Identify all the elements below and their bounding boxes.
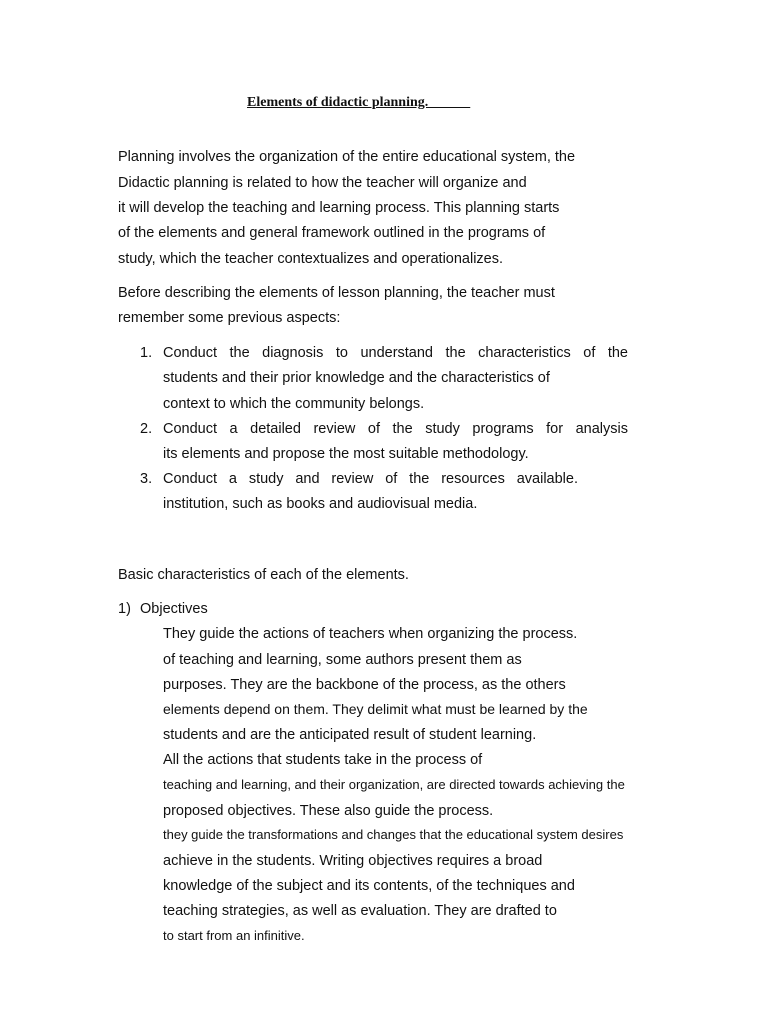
document-title: Elements of didactic planning.: [247, 95, 471, 110]
aspect-line: Conduct a study and review of the resources available.: [163, 471, 578, 487]
aspect-line: its elements and propose the most suitable methodology.: [163, 446, 529, 462]
objective-line: they guide the transformations and changes that the educational system desires: [163, 827, 624, 842]
objective-line: All the actions that students take in the process of: [163, 752, 483, 768]
intro-line: study, which the teacher contextualizes and operationalizes.: [118, 251, 504, 267]
aspect-line: Conduct the diagnosis to understand the characteristics of the: [163, 345, 628, 361]
objective-heading: Objectives: [140, 601, 208, 617]
objective-line: proposed objectives. These also guide the process.: [163, 803, 494, 819]
aspect-line: institution, such as books and audiovisual media.: [163, 496, 478, 512]
objective-line: knowledge of the subject and its contents, of the techniques and: [163, 878, 575, 894]
objective-line: elements depend on them. They delimit what must be learned by the: [163, 701, 588, 717]
aspect-line: Conduct a detailed review of the study programs for analysis: [163, 421, 628, 437]
before-line: remember some previous aspects:: [118, 310, 341, 326]
aspect-line: context to which the community belongs.: [163, 396, 425, 412]
section-heading: Basic characteristics of each of the elements.: [118, 567, 409, 583]
aspect-number: 2.: [140, 421, 153, 437]
objective-line: teaching and learning, and their organization, are directed towards achieving the: [163, 777, 625, 792]
objective-line: purposes. They are the backbone of the process, as the others: [163, 677, 566, 693]
aspect-line: students and their prior knowledge and the characteristics of: [163, 370, 550, 386]
intro-line: it will develop the teaching and learning process. This planning starts: [118, 200, 560, 216]
objective-line: achieve in the students. Writing objectives requires a broad: [163, 853, 543, 869]
intro-line: Didactic planning is related to how the teacher will organize and: [118, 175, 527, 191]
objective-line: students and are the anticipated result of student learning.: [163, 727, 537, 743]
objective-line: They guide the actions of teachers when organizing the process.: [163, 626, 578, 642]
aspect-number: 3.: [140, 471, 153, 487]
before-line: Before describing the elements of lesson planning, the teacher must: [118, 285, 555, 301]
intro-line: Planning involves the organization of the entire educational system, the: [118, 149, 576, 165]
objective-line: to start from an infinitive.: [163, 928, 305, 943]
objective-number: 1): [118, 601, 131, 617]
intro-line: of the elements and general framework outlined in the programs of: [118, 225, 546, 241]
objective-line: of teaching and learning, some authors present them as: [163, 652, 522, 668]
objective-line: teaching strategies, as well as evaluation. They are drafted to: [163, 903, 557, 919]
aspect-number: 1.: [140, 345, 153, 361]
